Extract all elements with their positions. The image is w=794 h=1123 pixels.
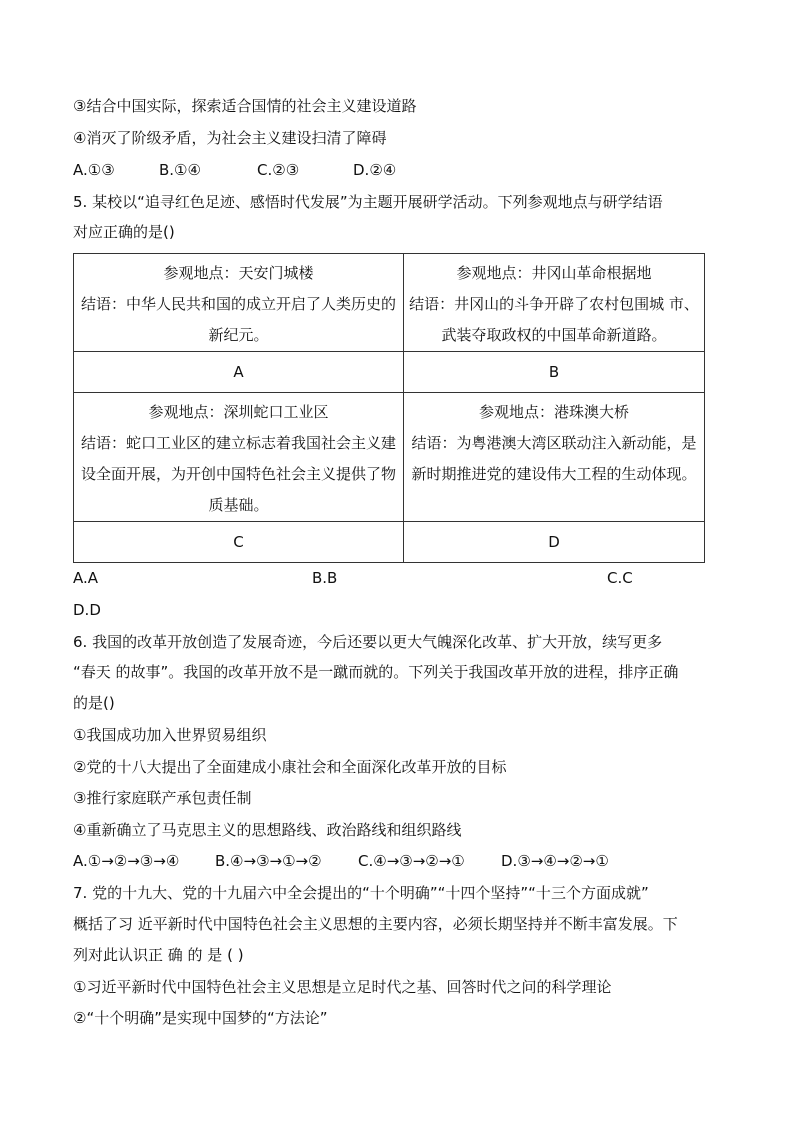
- cell-a-place: 参观地点：天安门城楼: [163, 264, 314, 282]
- q6-choice-d[interactable]: D.③→④→②→①: [501, 852, 609, 870]
- q5-choice-a[interactable]: A.A: [73, 569, 99, 587]
- q6-stem-line3: 的是(): [73, 694, 115, 712]
- cell-b-conclusion: 结语：井冈山的斗争开辟了农村包围城 市、武装夺取政权的中国革命新道路。: [409, 295, 699, 344]
- q5-table: [73, 253, 705, 563]
- q7-stem-line2: 概括了习 近平新时代中国特色社会主义思想的主要内容，必须长期坚持并不断丰富发展。下: [73, 915, 678, 933]
- cell-c: [74, 393, 404, 522]
- choice-b[interactable]: B.①④: [159, 161, 201, 179]
- q5-choice-b[interactable]: B.B: [312, 569, 338, 587]
- label-a: A: [74, 352, 404, 393]
- cell-b-place: 参观地点：井冈山革命根据地: [456, 264, 652, 282]
- choice-d[interactable]: D.②④: [353, 161, 397, 179]
- cell-a: [74, 254, 404, 352]
- q7-opt2: ②“十个明确”是实现中国梦的“方法论”: [73, 1009, 328, 1027]
- q6-stem-line2: “春天 的故事”。我国的改革开放不是一蹴而就的。下列关于我国改革开放的进程，排序正确: [73, 663, 679, 681]
- q6-opt4: ④重新确立了马克思主义的思想路线、政治路线和组织路线: [73, 821, 462, 839]
- item-opt4: ④消灭了阶级矛盾，为社会主义建设扫清了障碍: [73, 129, 387, 147]
- cell-d-place: 参观地点：港珠澳大桥: [478, 403, 629, 421]
- cell-c-conclusion: 结语：蛇口工业区的建立标志着我国社会主义建设全面开展，为开创中国特色社会主义提供了物质基础。: [80, 434, 396, 514]
- q5-stem-line2: 对应正确的是(): [73, 223, 175, 241]
- q5-stem-line1: 5. 某校以“追寻红色足迹、感悟时代发展”为主题开展研学活动。下列参观地点与研学结语: [73, 193, 663, 211]
- q6-opt2: ②党的十八大提出了全面建成小康社会和全面深化改革开放的目标: [73, 758, 507, 776]
- q7-opt1: ①习近平新时代中国特色社会主义思想是立足时代之基、回答时代之问的科学理论: [73, 978, 612, 996]
- q7-stem-line3: 列对此认识正 确 的 是 ( ): [73, 946, 244, 964]
- q6-choice-a[interactable]: A.①→②→③→④: [73, 852, 180, 870]
- q6-choice-c[interactable]: C.④→③→②→①: [358, 852, 465, 870]
- label-d: D: [404, 522, 705, 563]
- q6-choice-b[interactable]: B.④→③→①→②: [215, 852, 322, 870]
- label-c: C: [74, 522, 404, 563]
- choice-a[interactable]: A.①③: [73, 161, 115, 179]
- cell-d: [404, 393, 705, 522]
- cell-b: [404, 254, 705, 352]
- cell-c-place: 参观地点：深圳蛇口工业区: [148, 403, 329, 421]
- q5-choice-c[interactable]: C.C: [607, 569, 633, 587]
- cell-d-conclusion: 结语：为粤港澳大湾区联动注入新动能，是新时期推进党的建设伟大工程的生动体现。: [411, 434, 697, 483]
- q6-opt3: ③推行家庭联产承包责任制: [73, 789, 252, 807]
- cell-a-conclusion: 结语：中华人民共和国的成立开启了人类历史的新纪元。: [80, 295, 396, 344]
- item-opt3: ③结合中国实际，探索适合国情的社会主义建设道路: [73, 97, 417, 115]
- choice-c[interactable]: C.②③: [257, 161, 300, 179]
- label-b: B: [404, 352, 705, 393]
- q6-stem-line1: 6. 我国的改革开放创造了发展奇迹，今后还要以更大气魄深化改革、扩大开放，续写更多: [73, 633, 663, 651]
- q5-choice-d[interactable]: D.D: [73, 601, 101, 619]
- q6-opt1: ①我国成功加入世界贸易组织: [73, 726, 267, 744]
- q7-stem-line1: 7. 党的十九大、党的十九届六中全会提出的“十个明确”“十四个坚持”“十三个方面成就”: [73, 884, 649, 902]
